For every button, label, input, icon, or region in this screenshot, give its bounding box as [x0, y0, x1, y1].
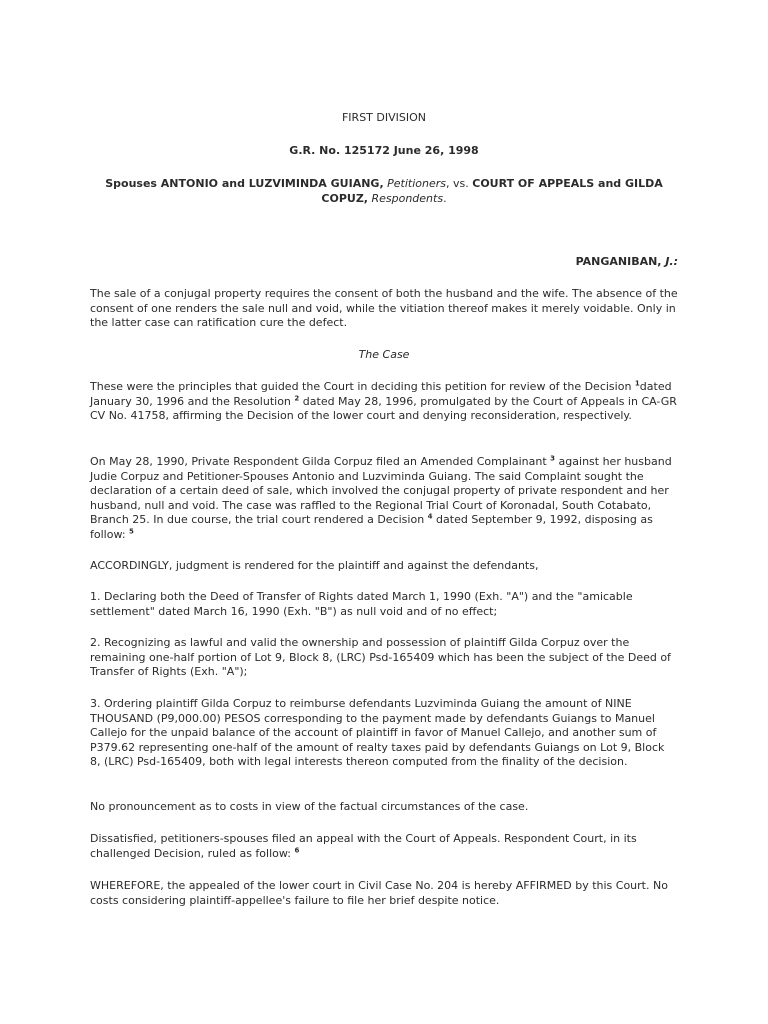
footnote-ref-2[interactable]: 2	[294, 393, 300, 402]
paragraph-no-costs: No pronouncement as to costs in view of the factual circumstances of the case.	[90, 800, 529, 813]
footnote-ref-3[interactable]: 3	[550, 454, 556, 463]
footnote-ref-1[interactable]: 1	[634, 379, 640, 388]
division-heading: FIRST DIVISION	[341, 111, 426, 124]
p2-text-c: dated May 28, 1996, promulgated by the Court of Appeals in CA-GR CV No. 41758, affirming the Decision of the lower court and denying reconsideration, respectively.	[90, 394, 677, 422]
paragraph-item-2: 2. Recognizing as lawful and valid the ownership and possession of plaintiff Gilda Corpuz over the remaining one-half portion of Lot 9, Block 8, (LRC) Psd-165409 which has been the subject of the Deed of Transfer of Rights (Exh. "A");	[90, 636, 671, 678]
respondents-period: .	[443, 191, 447, 205]
paragraph-appeal	[90, 832, 678, 861]
case-parties	[90, 177, 678, 206]
respondents-names-1: COURT OF APPEALS and GILDA	[472, 177, 663, 190]
footnote-ref-6[interactable]: 6	[294, 845, 300, 854]
p9-text-a: Dissatisfied, petitioners-spouses filed an appeal with the Court of Appeals. Respondent Court, in its challenged Decision, ruled as follow:	[90, 832, 637, 860]
paragraph-principles	[90, 380, 678, 424]
ponente-name: PANGANIBAN,	[575, 255, 662, 268]
petitioners-names: Spouses ANTONIO and LUZVIMINDA GUIANG,	[105, 177, 384, 190]
paragraph-item-3: 3. Ordering plaintiff Gilda Corpuz to reimburse defendants Luzviminda Guiang the amount of NINE THOUSAND (P9,000.00) PESOS corresponding to the payment made by defendants Guiangs to Manuel Callejo for the unpaid balance of the account of plaintiff in favor of Manuel Callejo, and another sum of P379.62 representing one-half of the amount of realty taxes paid by defendants Guiangs on Lot 9, Block 8, (LRC) Psd-165409, both with legal interests thereon computed from the finality of the decision.	[90, 697, 665, 768]
paragraph-intro: The sale of a conjugal property requires the consent of both the husband and the wife. The absence of the consent of one renders the sale null and void, while the vitiation thereof makes it merely voidable. Only in the latter case can ratification cure the defect.	[90, 287, 678, 329]
footnote-ref-4[interactable]: 4	[427, 512, 433, 521]
paragraph-wherefore: WHEREFORE, the appealed of the lower court in Civil Case No. 204 is hereby AFFIRMED by this Court. No costs considering plaintiff-appellee's failure to file her brief despite notice.	[90, 879, 668, 907]
p2-text-a: These were the principles that guided the Court in deciding this petition for review of the Decision	[90, 380, 635, 393]
case-number: G.R. No. 125172 June 26, 1998	[289, 144, 479, 157]
paragraph-item-1: 1. Declaring both the Deed of Transfer of Rights dated March 1, 1990 (Exh. "A") and the "amicable settlement" dated March 16, 1990 (Exh. "B") as null void and of no effect;	[90, 590, 633, 618]
section-heading-the-case: The Case	[358, 348, 410, 361]
p2-text-b: dated January 30, 1996 and the Resolution	[90, 380, 672, 408]
respondents-role: Respondents	[371, 191, 444, 205]
p3-text-c: dated September 9, 1992, disposing as follow:	[90, 513, 653, 541]
paragraph-complaint	[90, 455, 678, 542]
petitioners-role: Petitioners	[387, 177, 447, 190]
p3-text-b: against her husband Judie Corpuz and Petitioner-Spouses Antonio and Luzviminda Guiang. The said Complaint sought the declaration of a certain deed of sale, which involved the conjugal property of private respondent and her husband, null and void. The case was raffled to the Regional Trial Court of Koronadal, South Cotabato, Branch 25. In due course, the trial court rendered a Decision	[90, 455, 672, 526]
versus: , vs.	[446, 177, 469, 190]
ponente	[576, 255, 678, 270]
respondents-names-2: COPUZ,	[321, 191, 368, 205]
paragraph-accordingly: ACCORDINGLY, judgment is rendered for the plaintiff and against the defendants,	[90, 559, 539, 572]
p3-text-a: On May 28, 1990, Private Respondent Gilda Corpuz filed an Amended Complainant	[90, 455, 551, 468]
ponente-suffix: J.:	[665, 255, 678, 268]
footnote-ref-5[interactable]: 5	[129, 526, 134, 535]
